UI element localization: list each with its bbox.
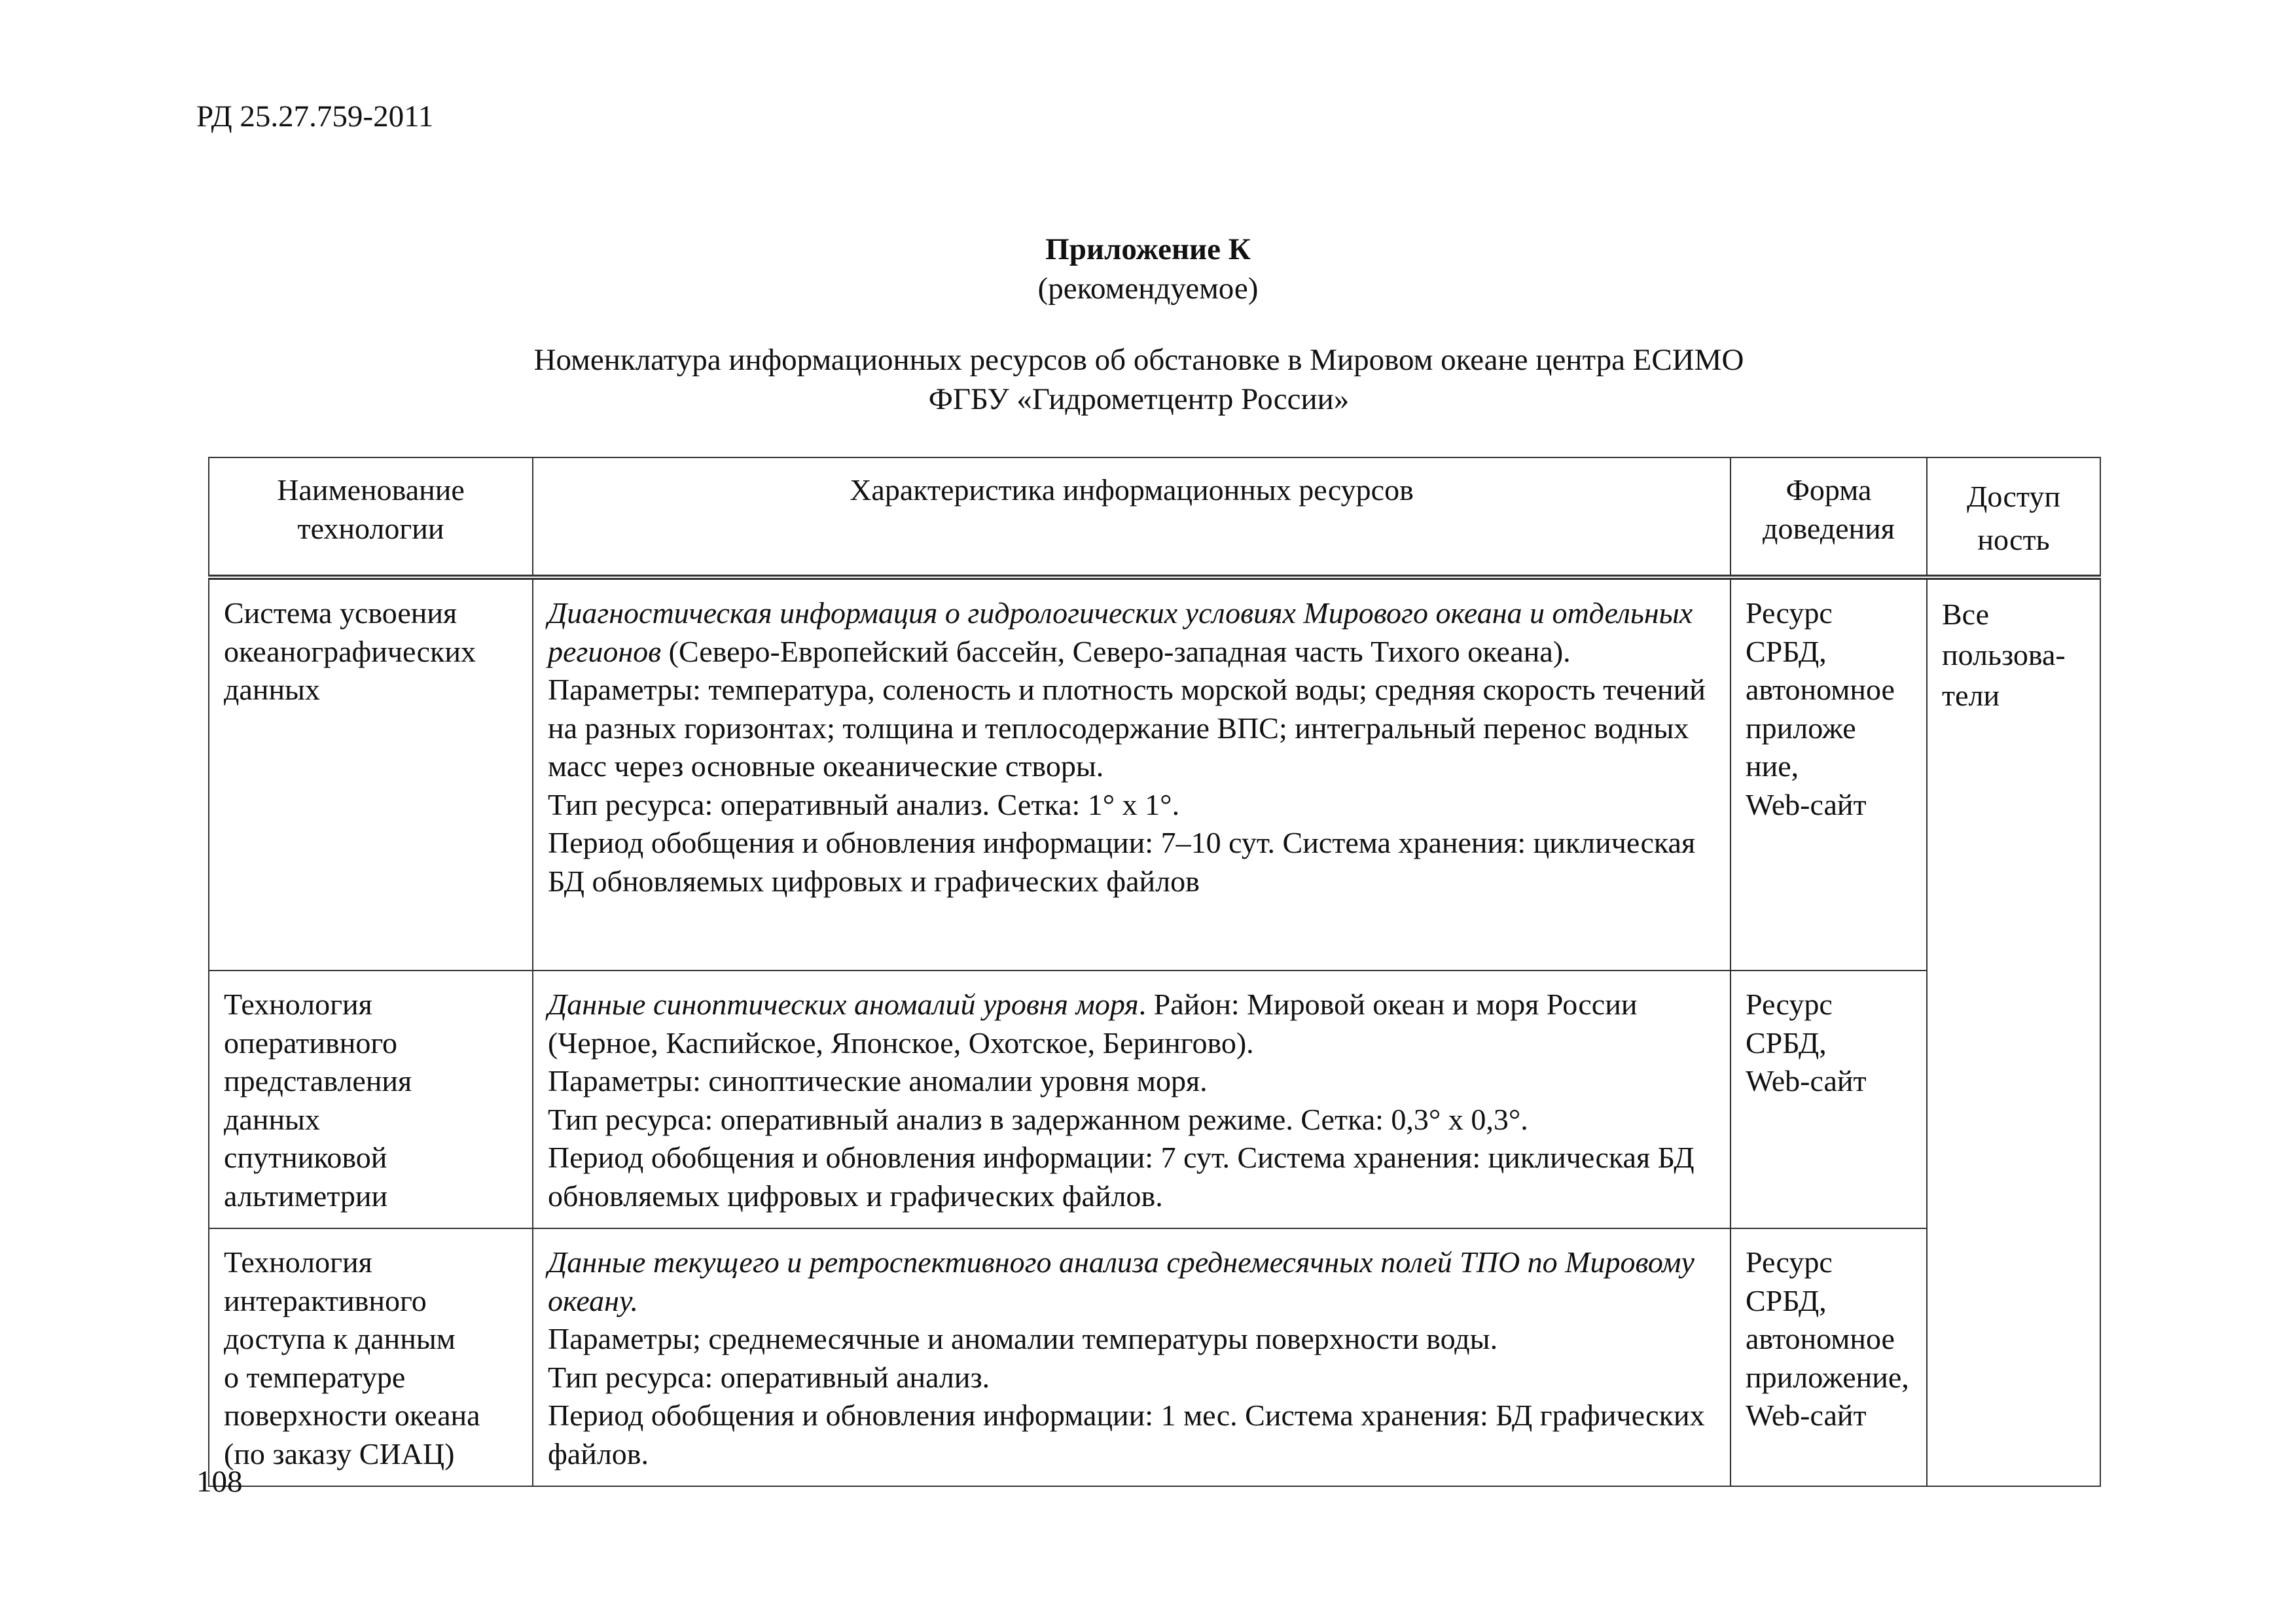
header-delivery-form (1731, 457, 1927, 577)
page-number: 108 (196, 1465, 243, 1499)
appendix-title: Приложение К (1045, 232, 1251, 266)
technology-line: доступа к данным (224, 1322, 456, 1355)
resource-parameters: Параметры: синоптические аномалии уровня моря. (548, 1064, 1208, 1097)
table-row (209, 577, 2100, 971)
resource-parameters: Параметры: температура, соленость и плотность морской воды; средняя скорость течений на разных горизонтах; толщина и теплосодержание ВПС; интегральный перенос водных масс через основные океанические створы. (548, 673, 1706, 783)
delivery-form-line: Ресурс (1746, 988, 1833, 1021)
delivery-form-line: ние, (1746, 749, 1799, 783)
table-row (209, 971, 2100, 1228)
document-code: РД 25.27.759-2011 (196, 99, 434, 134)
characteristics-cell (533, 1228, 1731, 1486)
table-caption (0, 340, 2278, 419)
delivery-form-line: Web-сайт (1746, 1064, 1867, 1097)
caption-line-2: ФГБУ «Гидрометцентр России» (928, 382, 1350, 416)
resource-type: Тип ресурса: оперативный анализ. (548, 1360, 990, 1394)
header-technology-line-1: Наименование (277, 473, 465, 507)
access-cell (1927, 577, 2100, 1486)
resource-description (548, 594, 1721, 671)
resource-title-italic: Данные синоптических аномалий уровня моря (548, 988, 1139, 1021)
delivery-form-cell (1731, 1228, 1927, 1486)
header-delivery-form-line-2: доведения (1763, 511, 1895, 545)
delivery-form-line: Ресурс (1746, 596, 1833, 630)
header-technology-line-2: технологии (297, 511, 444, 545)
resource-description (548, 986, 1721, 1062)
access-line: тели (1942, 679, 2000, 712)
resources-table (208, 457, 2101, 1487)
resource-type: Тип ресурса: оперативный анализ. Сетка: 1° x 1°. (548, 787, 1180, 821)
header-access-line-1: Доступ (1966, 480, 2061, 513)
technology-line: о температуре (224, 1360, 406, 1394)
technology-cell (209, 577, 533, 971)
technology-line: данных (224, 1102, 320, 1136)
header-delivery-form-line-1: Форма (1785, 473, 1872, 507)
resource-period-storage: Период обобщения и обновления информации: 1 мес. Система хранения: БД графических файлов. (548, 1399, 1705, 1471)
technology-line: Технология (224, 1245, 372, 1279)
appendix-kind: (рекомендуемое) (1037, 272, 1259, 306)
header-access (1927, 457, 2100, 577)
delivery-form-cell (1731, 577, 1927, 971)
resource-period-storage: Период обобщения и обновления информации: 7–10 сут. Система хранения: циклическая БД обновляемых цифровых и графических файлов (548, 826, 1696, 898)
resource-title-italic: Данные текущего и ретроспективного анализа среднемесячных полей ТПО по Мировому океану. (548, 1245, 1695, 1317)
resource-description (548, 1243, 1721, 1320)
header-characteristics: Характеристика информационных ресурсов (533, 457, 1731, 577)
technology-line: Система усвоения (224, 596, 457, 630)
technology-cell (209, 971, 533, 1228)
delivery-form-line: Ресурс (1746, 1245, 1833, 1279)
table-header-row (209, 457, 2100, 577)
access-line: Все (1942, 597, 1990, 631)
delivery-form-line: приложение, (1746, 1360, 1909, 1394)
technology-line: океанографических (224, 634, 476, 668)
resource-title-italic: Диагностическая информация о гидрологических условиях Мирового океана и отдельных регионов (548, 596, 1693, 668)
technology-line: интерактивного (224, 1283, 427, 1317)
resource-regions: . Район: Мировой океан и моря России (Черное, Каспийское, Японское, Охотское, Берингово). (548, 988, 1638, 1060)
technology-line: (по заказу СИАЦ) (224, 1436, 455, 1471)
technology-line: данных (224, 673, 320, 706)
delivery-form-line: автономное (1746, 1322, 1895, 1355)
characteristics-cell (533, 971, 1731, 1228)
technology-line: представления (224, 1064, 412, 1097)
resource-regions: (Северо-Европейский бассейн, Северо-западная часть Тихого океана). (661, 634, 1571, 668)
delivery-form-line: Web-сайт (1746, 787, 1867, 821)
access-line: пользова- (1942, 638, 2066, 671)
technology-line: альтиметрии (224, 1179, 388, 1213)
technology-line: поверхности океана (224, 1399, 480, 1432)
delivery-form-line: СРБД, (1746, 634, 1827, 668)
technology-line: оперативного (224, 1026, 398, 1060)
resource-period-storage: Период обобщения и обновления информации: 7 сут. Система хранения: циклическая БД обновляемых цифровых и графических файлов. (548, 1141, 1695, 1213)
table-row (209, 1228, 2100, 1486)
delivery-form-line: Web-сайт (1746, 1399, 1867, 1432)
delivery-form-line: СРБД, (1746, 1283, 1827, 1317)
characteristics-cell (533, 577, 1731, 971)
delivery-form-cell (1731, 971, 1927, 1228)
resource-parameters: Параметры; среднемесячные и аномалии температуры поверхности воды. (548, 1322, 1498, 1355)
delivery-form-line: СРБД, (1746, 1026, 1827, 1060)
header-access-line-2: ность (1977, 523, 2050, 556)
technology-line: спутниковой (224, 1141, 387, 1174)
technology-line: Технология (224, 988, 372, 1021)
resource-type: Тип ресурса: оперативный анализ в задержанном режиме. Сетка: 0,3° x 0,3°. (548, 1102, 1528, 1136)
caption-line-1: Номенклатура информационных ресурсов об обстановке в Мировом океане центра ЕСИМО (533, 343, 1744, 377)
technology-cell (209, 1228, 533, 1486)
delivery-form-line: автономное (1746, 673, 1895, 706)
delivery-form-line: приложе (1746, 711, 1856, 745)
header-technology (209, 457, 533, 577)
